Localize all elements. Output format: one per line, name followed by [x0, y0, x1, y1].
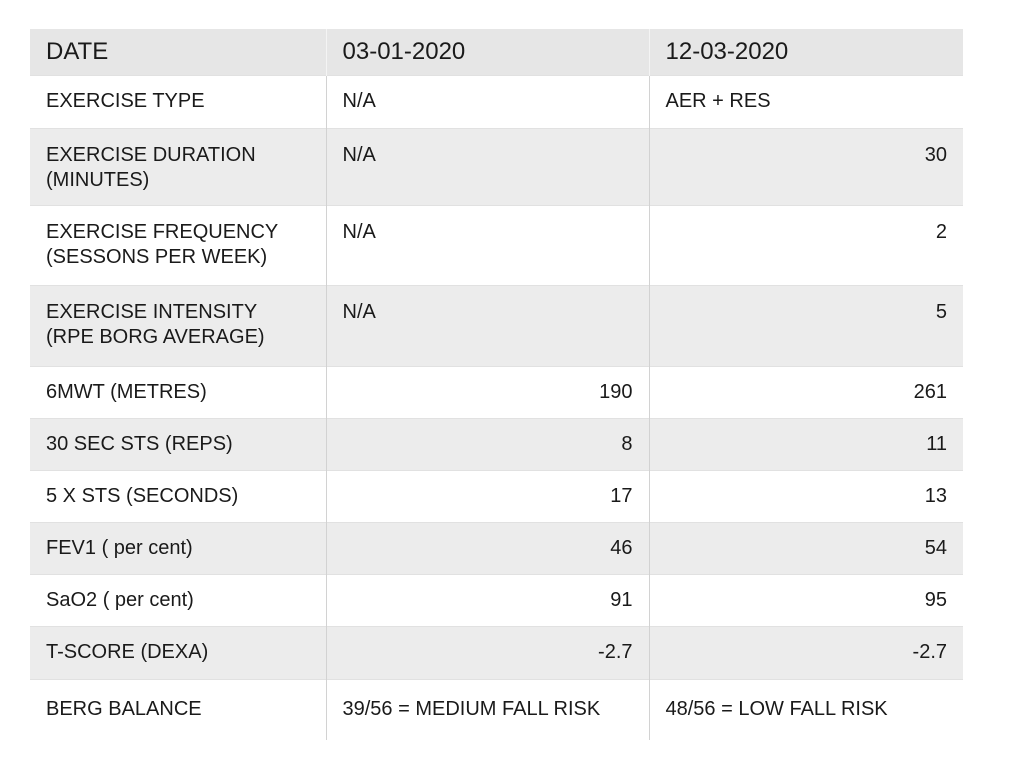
table-row — [30, 626, 963, 679]
row-label: EXERCISE TYPE — [30, 75, 326, 128]
row-value-2: 13 — [649, 470, 963, 522]
table-row — [30, 418, 963, 470]
table-row — [30, 470, 963, 522]
row-label: EXERCISE DURATION (MINUTES) — [30, 128, 326, 205]
table-row — [30, 679, 963, 740]
row-label: EXERCISE FREQUENCY (SESSONS PER WEEK) — [30, 205, 326, 285]
row-value-2: 54 — [649, 522, 963, 574]
row-value-1: 190 — [326, 366, 649, 418]
row-value-1: N/A — [326, 75, 649, 128]
table-header-row — [30, 29, 963, 75]
row-label: BERG BALANCE — [30, 679, 326, 740]
row-value-1: 46 — [326, 522, 649, 574]
row-value-2: 2 — [649, 205, 963, 285]
row-value-1: N/A — [326, 285, 649, 366]
table-row — [30, 574, 963, 626]
table-row — [30, 75, 963, 128]
row-value-2: 30 — [649, 128, 963, 205]
table-row — [30, 205, 963, 285]
row-label: T-SCORE (DEXA) — [30, 626, 326, 679]
row-label: 30 SEC STS (REPS) — [30, 418, 326, 470]
table-row — [30, 366, 963, 418]
row-value-2: 95 — [649, 574, 963, 626]
row-value-1: N/A — [326, 205, 649, 285]
row-value-1: -2.7 — [326, 626, 649, 679]
row-value-1: N/A — [326, 128, 649, 205]
row-value-2: 5 — [649, 285, 963, 366]
header-cell-date-1: 03-01-2020 — [326, 29, 649, 75]
header-cell-label: DATE — [30, 29, 326, 75]
row-label: 6MWT (METRES) — [30, 366, 326, 418]
results-table — [30, 29, 963, 740]
row-value-2: 48/56 = LOW FALL RISK — [649, 679, 963, 740]
row-value-2: AER + RES — [649, 75, 963, 128]
table-row — [30, 285, 963, 366]
table-row — [30, 522, 963, 574]
table-row — [30, 128, 963, 205]
row-label: 5 X STS (SECONDS) — [30, 470, 326, 522]
header-cell-date-2: 12-03-2020 — [649, 29, 963, 75]
row-value-1: 91 — [326, 574, 649, 626]
row-value-2: 11 — [649, 418, 963, 470]
row-value-2: -2.7 — [649, 626, 963, 679]
row-label: EXERCISE INTENSITY (RPE BORG AVERAGE) — [30, 285, 326, 366]
row-label: FEV1 ( per cent) — [30, 522, 326, 574]
row-value-1: 17 — [326, 470, 649, 522]
row-value-2: 261 — [649, 366, 963, 418]
row-value-1: 39/56 = MEDIUM FALL RISK — [326, 679, 649, 740]
row-value-1: 8 — [326, 418, 649, 470]
row-label: SaO2 ( per cent) — [30, 574, 326, 626]
